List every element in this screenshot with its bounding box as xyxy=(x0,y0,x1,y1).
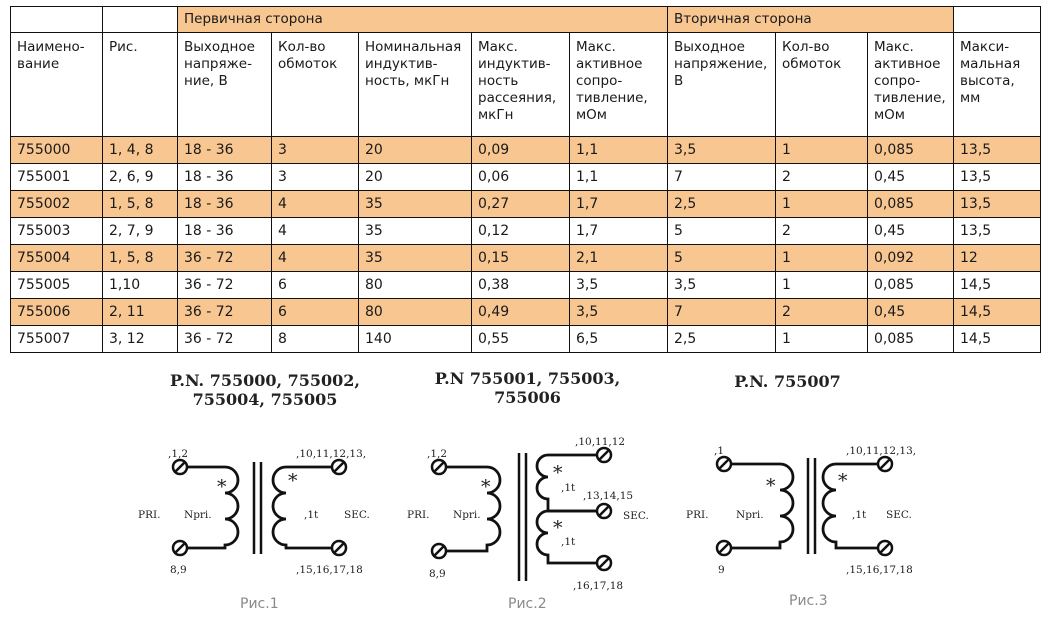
table-cell: 0,085 xyxy=(868,272,954,299)
table-cell: 755007 xyxy=(11,326,103,353)
fig2-transformer-schematic xyxy=(395,425,665,595)
fig3-dot-secondary: * xyxy=(838,470,848,492)
fig3-pin-label-top-right: ,10,11,12,13, xyxy=(846,445,917,457)
table-cell: 14,5 xyxy=(954,326,1041,353)
fig2-label-turns: ,1t xyxy=(561,536,576,548)
fig3-label-turns: ,1t xyxy=(852,509,867,521)
table-cell: 36 - 72 xyxy=(178,299,272,326)
table-cell: 36 - 72 xyxy=(178,245,272,272)
table-body xyxy=(11,137,1041,353)
fig3-pin-label-top-left: ,1 xyxy=(714,445,725,457)
fig1-label-pri: PRI. xyxy=(138,509,161,521)
table-cell: 2,1 xyxy=(570,245,668,272)
fig3-label-pri: PRI. xyxy=(686,509,709,521)
table-cell: 1,7 xyxy=(570,218,668,245)
table-cell: 0,085 xyxy=(868,326,954,353)
table-cell: 0,49 xyxy=(472,299,570,326)
table-cell: 3 xyxy=(272,137,359,164)
fig2-label-pri: PRI. xyxy=(407,509,430,521)
table-cell: 12 xyxy=(954,245,1041,272)
fig2-part-numbers xyxy=(420,369,635,407)
fig3-dot-primary: * xyxy=(766,475,776,497)
table-cell: 80 xyxy=(359,299,472,326)
table-cell: 4 xyxy=(272,191,359,218)
fig1-primary-coil xyxy=(187,467,238,548)
fig2-pn-line2: 755006 xyxy=(494,388,561,407)
table-cell: 0,55 xyxy=(472,326,570,353)
fig1-caption: Рис.1 xyxy=(240,596,279,612)
fig1-secondary-coil xyxy=(273,467,332,548)
table-cell: 18 - 36 xyxy=(178,218,272,245)
secondary-side-header: Вторичная сторона xyxy=(668,7,954,33)
table-cell: 5 xyxy=(668,218,776,245)
table-cell: 2 xyxy=(776,164,868,191)
table-cell: 0,085 xyxy=(868,191,954,218)
table-cell: 2,5 xyxy=(668,326,776,353)
group-header-row xyxy=(11,7,1041,33)
table-cell: 2, 6, 9 xyxy=(103,164,178,191)
table-cell: 3,5 xyxy=(668,137,776,164)
table-cell: 13,5 xyxy=(954,191,1041,218)
column-header: Кол-во обмоток xyxy=(272,33,359,137)
table-cell: 1 xyxy=(776,272,868,299)
table-cell: 3, 12 xyxy=(103,326,178,353)
primary-side-header: Первичная сторона xyxy=(178,7,668,33)
column-header: Макси- мальная высота, мм xyxy=(954,33,1041,137)
fig1-pin-label-top-right: ,10,11,12,13, xyxy=(296,448,367,460)
fig2-caption: Рис.2 xyxy=(508,596,547,612)
table-cell: 2 xyxy=(776,299,868,326)
column-header: Рис. xyxy=(103,33,178,137)
column-header: Макс. активное сопро- тивление, мОм xyxy=(570,33,668,137)
table-cell: 6,5 xyxy=(570,326,668,353)
table-row xyxy=(11,245,1041,272)
table-cell: 0,45 xyxy=(868,218,954,245)
fig3-primary-coil xyxy=(731,464,793,548)
table-cell: 8 xyxy=(272,326,359,353)
table-cell: 20 xyxy=(359,164,472,191)
table-row xyxy=(11,137,1041,164)
table-cell: 755005 xyxy=(11,272,103,299)
fig1-transformer-schematic xyxy=(120,430,390,590)
fig1-part-numbers xyxy=(160,371,370,409)
table-cell: 20 xyxy=(359,137,472,164)
fig1-pin-label-top-left: ,1,2 xyxy=(168,448,189,460)
table-cell: 13,5 xyxy=(954,164,1041,191)
fig1-pn-line2: 755004, 755005 xyxy=(192,390,338,409)
fig3-pin-label-bottom-right: ,15,16,17,18 xyxy=(846,564,913,576)
table-cell: 35 xyxy=(359,245,472,272)
table-cell: 18 - 36 xyxy=(178,137,272,164)
column-header: Макс. активное сопро- тивление, мОм xyxy=(868,33,954,137)
fig1-dot-secondary: * xyxy=(288,470,298,492)
table-cell: 1, 4, 8 xyxy=(103,137,178,164)
fig3-pn-line1: P.N. 755007 xyxy=(734,372,841,391)
fig3-label-npri: Npri. xyxy=(736,509,764,521)
table-cell: 36 - 72 xyxy=(178,326,272,353)
table-cell: 1,10 xyxy=(103,272,178,299)
table-cell: 0,38 xyxy=(472,272,570,299)
spec-table xyxy=(10,6,1041,353)
column-header-row xyxy=(11,33,1041,137)
table-cell: 80 xyxy=(359,272,472,299)
table-cell: 3 xyxy=(272,164,359,191)
fig3-label-sec: SEC. xyxy=(886,509,912,521)
table-cell: 35 xyxy=(359,191,472,218)
table-cell: 2, 7, 9 xyxy=(103,218,178,245)
table-cell: 7 xyxy=(668,164,776,191)
table-cell: 1,1 xyxy=(570,164,668,191)
column-header: Выходное напряже- ние, В xyxy=(178,33,272,137)
column-header: Кол-во обмоток xyxy=(776,33,868,137)
table-cell: 3,5 xyxy=(570,272,668,299)
table-cell: 755001 xyxy=(11,164,103,191)
table-cell: 1, 5, 8 xyxy=(103,245,178,272)
fig1-dot-primary: * xyxy=(217,476,227,498)
fig2-pin-label-top-left: ,1,2 xyxy=(427,448,448,460)
fig2-dot-secondary-lower: * xyxy=(553,517,563,539)
table-cell: 1 xyxy=(776,326,868,353)
table-cell: 0,15 xyxy=(472,245,570,272)
table-cell: 3,5 xyxy=(570,299,668,326)
fig1-pn-line1: P.N. 755000, 755002, xyxy=(170,371,360,390)
fig1-label-turns: ,1t xyxy=(304,509,319,521)
table-cell: 0,092 xyxy=(868,245,954,272)
fig2-dot-secondary-upper: * xyxy=(553,462,563,484)
table-cell: 0,09 xyxy=(472,137,570,164)
table-cell: 2,5 xyxy=(668,191,776,218)
column-header: Макс. индуктив- ность рассеяния, мкГн xyxy=(472,33,570,137)
table-cell: 18 - 36 xyxy=(178,191,272,218)
table-cell: 755002 xyxy=(11,191,103,218)
fig2-pin-label-mid-right: ,13,14,15 xyxy=(583,490,634,502)
table-cell: 755004 xyxy=(11,245,103,272)
table-cell: 755006 xyxy=(11,299,103,326)
table-cell: 140 xyxy=(359,326,472,353)
table-cell: 755000 xyxy=(11,137,103,164)
table-cell: 3,5 xyxy=(668,272,776,299)
table-cell: 4 xyxy=(272,245,359,272)
table-row xyxy=(11,164,1041,191)
table-cell: 13,5 xyxy=(954,218,1041,245)
table-cell: 4 xyxy=(272,218,359,245)
table-row xyxy=(11,218,1041,245)
column-header: Номинальная индуктив- ность, мкГн xyxy=(359,33,472,137)
table-row xyxy=(11,272,1041,299)
table-row xyxy=(11,299,1041,326)
table-cell: 1,1 xyxy=(570,137,668,164)
fig3-caption: Рис.3 xyxy=(789,593,828,609)
fig3-part-numbers xyxy=(725,372,850,391)
group-empty-cell xyxy=(103,7,178,33)
fig3-secondary-coil xyxy=(823,464,878,548)
column-header: Выходное напряжение, В xyxy=(668,33,776,137)
table-cell: 2, 11 xyxy=(103,299,178,326)
table-cell: 14,5 xyxy=(954,299,1041,326)
fig2-pin-label-bottom-right: ,16,17,18 xyxy=(573,580,624,592)
table-cell: 1,7 xyxy=(570,191,668,218)
table-cell: 6 xyxy=(272,299,359,326)
table-cell: 35 xyxy=(359,218,472,245)
table-cell: 1 xyxy=(776,245,868,272)
table-cell: 1 xyxy=(776,191,868,218)
table-cell: 36 - 72 xyxy=(178,272,272,299)
group-empty-cell xyxy=(954,7,1041,33)
table-cell: 0,45 xyxy=(868,164,954,191)
column-header: Наимено- вание xyxy=(11,33,103,137)
fig2-pin-label-bottom-left: 8,9 xyxy=(429,568,446,580)
fig2-label-npri: Npri. xyxy=(453,509,481,521)
table-cell: 14,5 xyxy=(954,272,1041,299)
table-cell: 13,5 xyxy=(954,137,1041,164)
table-cell: 0,085 xyxy=(868,137,954,164)
fig2-pn-line1: P.N 755001, 755003, xyxy=(434,369,621,388)
fig2-label-turns: ,1t xyxy=(561,482,576,494)
table-cell: 6 xyxy=(272,272,359,299)
table-cell: 755003 xyxy=(11,218,103,245)
table-cell: 0,12 xyxy=(472,218,570,245)
fig1-label-sec: SEC. xyxy=(344,509,370,521)
table-cell: 18 - 36 xyxy=(178,164,272,191)
fig2-pin-label-top-right: ,10,11,12 xyxy=(575,436,626,448)
table-cell: 5 xyxy=(668,245,776,272)
table-cell: 0,45 xyxy=(868,299,954,326)
fig3-transformer-schematic xyxy=(680,430,950,590)
table-cell: 0,27 xyxy=(472,191,570,218)
group-empty-cell xyxy=(11,7,103,33)
table-cell: 0,06 xyxy=(472,164,570,191)
fig1-pin-label-bottom-right: ,15,16,17,18 xyxy=(296,564,363,576)
fig2-dot-primary: * xyxy=(481,476,491,498)
fig1-pin-label-bottom-left: 8,9 xyxy=(170,564,187,576)
table-cell: 1 xyxy=(776,137,868,164)
table-cell: 7 xyxy=(668,299,776,326)
table-cell: 2 xyxy=(776,218,868,245)
fig2-label-sec: SEC. xyxy=(623,510,649,522)
fig1-label-npri: Npri. xyxy=(184,509,212,521)
table-row xyxy=(11,326,1041,353)
table-row xyxy=(11,191,1041,218)
fig3-pin-label-bottom-left: 9 xyxy=(718,564,725,576)
table-cell: 1, 5, 8 xyxy=(103,191,178,218)
